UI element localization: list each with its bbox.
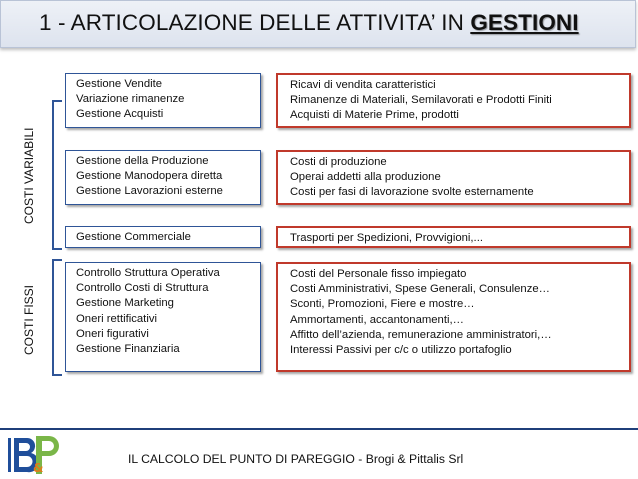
right-box-line: Acquisti di Materie Prime, prodotti xyxy=(290,109,459,122)
left-box-line: Gestione Finanziaria xyxy=(76,343,180,356)
right-box-line: Operai addetti alla produzione xyxy=(290,171,441,184)
left-box-line: Gestione Manodopera diretta xyxy=(76,170,223,183)
left-box-line: Gestione Acquisti xyxy=(76,108,164,121)
left-box-line: Gestione Commerciale xyxy=(76,231,191,243)
title-bar xyxy=(0,0,636,48)
left-box-line: Oneri rettificativi xyxy=(76,312,157,325)
right-box-line: Costi Amministrativi, Spese Generali, Consulenze… xyxy=(290,283,550,296)
variable-costs-bracket xyxy=(52,100,62,250)
right-box-fixed-costs xyxy=(276,262,631,372)
right-box-transport xyxy=(276,226,631,248)
footer-divider xyxy=(0,428,638,430)
right-box-line: Costi del Personale fisso impiegato xyxy=(290,268,467,280)
logo-stripe xyxy=(8,438,11,472)
left-box-line: Controllo Costi di Struttura xyxy=(76,282,209,295)
title-prefix: 1 - ARTICOLAZIONE DELLE ATTIVITA’ IN xyxy=(39,10,471,35)
right-box-revenues xyxy=(276,73,631,128)
title-highlight: GESTIONI xyxy=(470,10,579,35)
right-box-line: Costi per fasi di lavorazione svolte esternamente xyxy=(290,186,534,199)
left-box-commercial xyxy=(65,226,261,248)
footer-text: IL CALCOLO DEL PUNTO DI PAREGGIO - Brogi & Pittalis Srl xyxy=(128,452,464,466)
right-box-line: Ricavi di vendita caratteristici xyxy=(290,79,436,91)
left-box-line: Controllo Struttura Operativa xyxy=(76,267,220,279)
right-box-line: Sconti, Promozioni, Fiere e mostre… xyxy=(290,298,475,311)
left-box-line: Gestione Lavorazioni esterne xyxy=(76,185,223,198)
left-box-line: Variazione rimanenze xyxy=(76,93,185,106)
left-box-production xyxy=(65,150,261,205)
bp-logo xyxy=(6,432,66,476)
left-box-fixed-costs xyxy=(65,262,261,372)
right-box-line: Trasporti per Spedizioni, Provvigioni,... xyxy=(290,232,483,244)
variable-costs-label: COSTI VARIABILI xyxy=(22,127,36,224)
left-box-line: Gestione della Produzione xyxy=(76,155,209,167)
fixed-costs-bracket xyxy=(52,259,62,376)
logo-ampersand: & xyxy=(33,461,44,475)
right-box-line: Costi di produzione xyxy=(290,156,387,168)
fixed-costs-label: COSTI FISSI xyxy=(22,284,36,355)
left-box-line: Gestione Vendite xyxy=(76,78,163,90)
left-box-line: Gestione Marketing xyxy=(76,297,174,310)
left-box-sales xyxy=(65,73,261,128)
left-box-line: Oneri figurativi xyxy=(76,327,149,340)
right-box-line: Ammortamenti, accantonamenti,… xyxy=(290,313,464,326)
right-box-line: Rimanenze di Materiali, Semilavorati e Prodotti Finiti xyxy=(290,94,552,107)
right-box-production-costs xyxy=(276,150,631,205)
page-title xyxy=(39,10,579,36)
right-box-line: Interessi Passivi per c/c o utilizzo portafoglio xyxy=(290,344,512,357)
right-box-line: Affitto dell’azienda, remunerazione amministratori,… xyxy=(290,328,552,341)
